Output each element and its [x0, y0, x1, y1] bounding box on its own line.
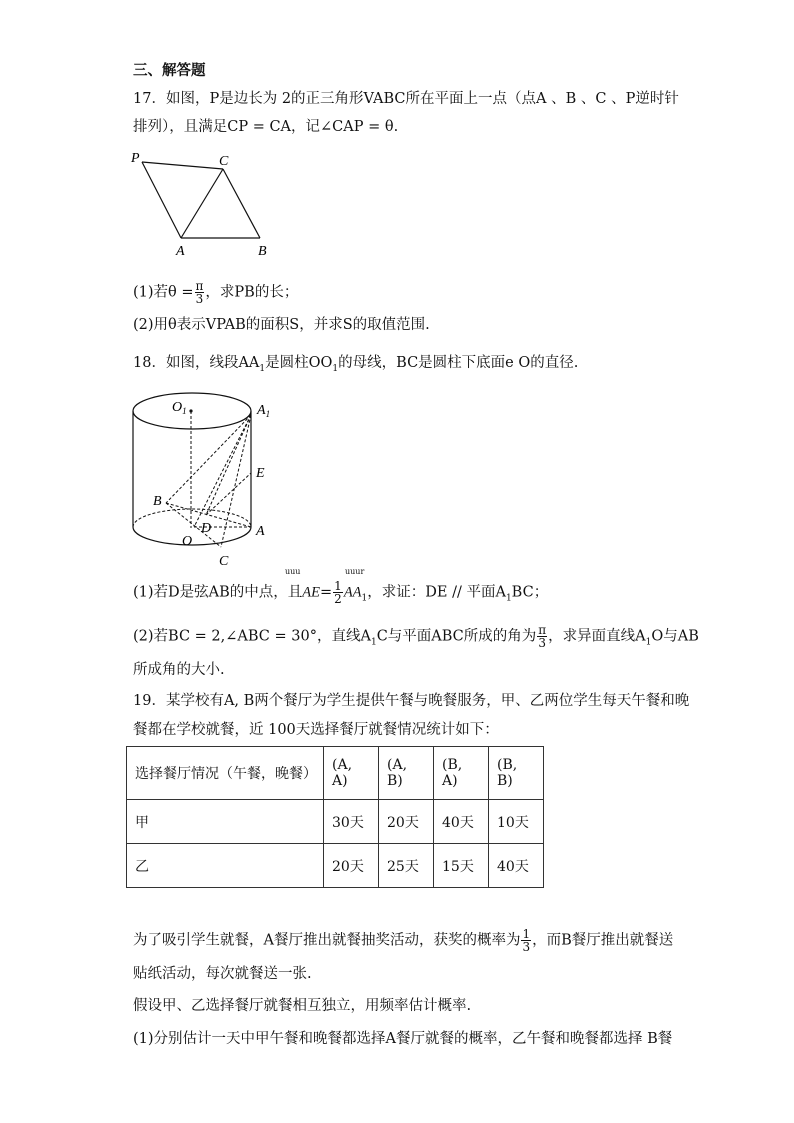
equals: =	[320, 584, 333, 601]
label-e: E	[256, 466, 265, 481]
label-c: C	[219, 554, 229, 569]
table-header-row	[127, 747, 544, 800]
q19-part1: (1)分别估计一天中甲午餐和晚餐都选择A餐厅就餐的概率，乙午餐和晚餐都选择 B餐	[133, 1031, 673, 1047]
label-o1: $O_1$	[172, 400, 187, 416]
q17-part1-text-b: ，求PB的长；	[205, 284, 299, 301]
fraction-num: π	[538, 623, 547, 637]
table-cell: 40天	[434, 800, 489, 844]
table-header-cell: (B, B)	[489, 747, 544, 800]
table-cell: 10天	[489, 800, 544, 844]
fraction	[537, 624, 547, 649]
label-b: B	[153, 494, 162, 509]
section-title: 三、解答题	[133, 62, 206, 79]
fraction	[521, 928, 531, 953]
segment-ca	[181, 169, 223, 238]
fraction	[195, 280, 205, 305]
q18-part1	[133, 580, 548, 608]
q19-para2: 假设甲、乙选择餐厅就餐相互独立，用频率估计概率.	[133, 998, 472, 1014]
q19-para1-text-b: ，而B餐厅推出就餐送	[532, 932, 674, 949]
table-cell: 20天	[379, 800, 434, 844]
q18-part2	[133, 624, 699, 652]
q17-figure	[128, 148, 278, 263]
table-row	[127, 800, 544, 844]
vector-aa1: AA	[343, 584, 362, 601]
table-cell: 30天	[324, 800, 379, 844]
table-cell: 乙	[127, 844, 324, 888]
table-header-cell: (A, A)	[324, 747, 379, 800]
q18-part2-line2: 所成角的大小.	[133, 662, 225, 678]
fraction-den: 3	[538, 636, 547, 650]
q19-line1: 19．某学校有A, B两个餐厅为学生提供午餐与晚餐服务，甲、乙两位学生每天午餐和晚	[133, 693, 690, 709]
table-header-cell: 选择餐厅情况（午餐，晚餐）	[127, 747, 324, 800]
segment-pc	[142, 162, 223, 169]
table-cell: 25天	[379, 844, 434, 888]
table-header-cell: (B, A)	[434, 747, 489, 800]
vector-ae: AE	[302, 584, 321, 601]
q18-line1-c: 的母线，BC是圆柱下底面e O的直径.	[338, 355, 579, 371]
vec-mark-aa1: uuur	[345, 567, 365, 576]
label-d: D	[201, 521, 212, 536]
fraction-num: π	[195, 279, 204, 293]
bottom-ellipse-back	[133, 509, 251, 527]
q19-para1	[133, 928, 673, 953]
point-o1	[189, 409, 192, 412]
q18-line1-sub: 1	[259, 363, 266, 374]
table-cell: 15天	[434, 844, 489, 888]
label-p: P	[131, 151, 140, 166]
q18-part2-text-a: (2)若BC = 2,∠ABC = 30°，直线A	[133, 628, 371, 645]
q18-part2-text-d: O与AB	[651, 628, 699, 645]
q18-part1-text-a: (1)若D是弦AB的中点，且	[133, 584, 303, 601]
vec-mark-ae: uuu	[285, 567, 301, 576]
q17-line2: 排列），且满足CP = CA，记∠CAP = θ.	[133, 119, 399, 135]
label-b: B	[258, 244, 267, 259]
q19-para1-text-a: 为了吸引学生就餐，A餐厅推出就餐抽奖活动，获奖的概率为	[133, 932, 521, 949]
table-row	[127, 844, 544, 888]
q18-cylinder-figure	[128, 385, 278, 570]
q18-line1-b: 是圆柱OO	[265, 355, 333, 371]
segment-a1-o	[194, 415, 251, 527]
label-o: O	[182, 534, 193, 549]
q18-part1-text-b: ，求证：DE // 平面A	[367, 584, 506, 601]
segment-b-c	[166, 503, 221, 547]
table-cell: 甲	[127, 800, 324, 844]
segment-pa	[142, 162, 181, 238]
fraction-den: 3	[195, 292, 204, 306]
statistics-table	[126, 746, 544, 888]
q18-line1-a: 18．如图，线段AA	[133, 355, 260, 371]
label-a: A	[176, 244, 185, 259]
q17-part1-text-a: (1)若θ =	[133, 284, 194, 301]
segment-cb	[223, 169, 260, 238]
q18-line1-sub2: 1	[332, 363, 339, 374]
q17-part1	[133, 280, 298, 305]
q18-part2-text-c: ，求异面直线A	[548, 628, 646, 645]
label-a: A	[256, 524, 265, 539]
segment-d-e	[206, 473, 251, 515]
q17-line1: 17．如图，P是边长为 2的正三角形VABC所在平面上一点（点A 、B 、C 、P逆时针	[133, 91, 679, 107]
segment-a1-d	[206, 415, 251, 515]
q18-line1	[133, 353, 578, 379]
fraction-num: 1	[522, 927, 531, 941]
q18-part2-sub2: 1	[645, 637, 652, 648]
q18-part2-sub: 1	[370, 637, 377, 648]
fraction	[333, 580, 343, 605]
q17-part2: (2)用θ表示VPAB的面积S，并求S的取值范围.	[133, 317, 430, 333]
q19-line2: 餐都在学校就餐，近 100天选择餐厅就餐情况统计如下：	[133, 722, 499, 738]
q18-part1-text-c: BC；	[511, 584, 549, 601]
q18-part2-text-b: C与平面ABC所成的角为	[376, 628, 537, 645]
fraction-den: 3	[522, 940, 531, 954]
label-c: C	[219, 154, 229, 169]
q18-part1-sub: 1	[505, 593, 512, 604]
fraction-den: 2	[334, 592, 342, 606]
fraction-num: 1	[334, 579, 342, 593]
table-header-cell: (A, B)	[379, 747, 434, 800]
table-cell: 20天	[324, 844, 379, 888]
vector-aa1-sub: 1	[361, 593, 368, 604]
table-cell: 40天	[489, 844, 544, 888]
label-a1: $A_1$	[257, 403, 271, 419]
q19-para1-line2: 贴纸活动，每次就餐送一张.	[133, 966, 312, 982]
